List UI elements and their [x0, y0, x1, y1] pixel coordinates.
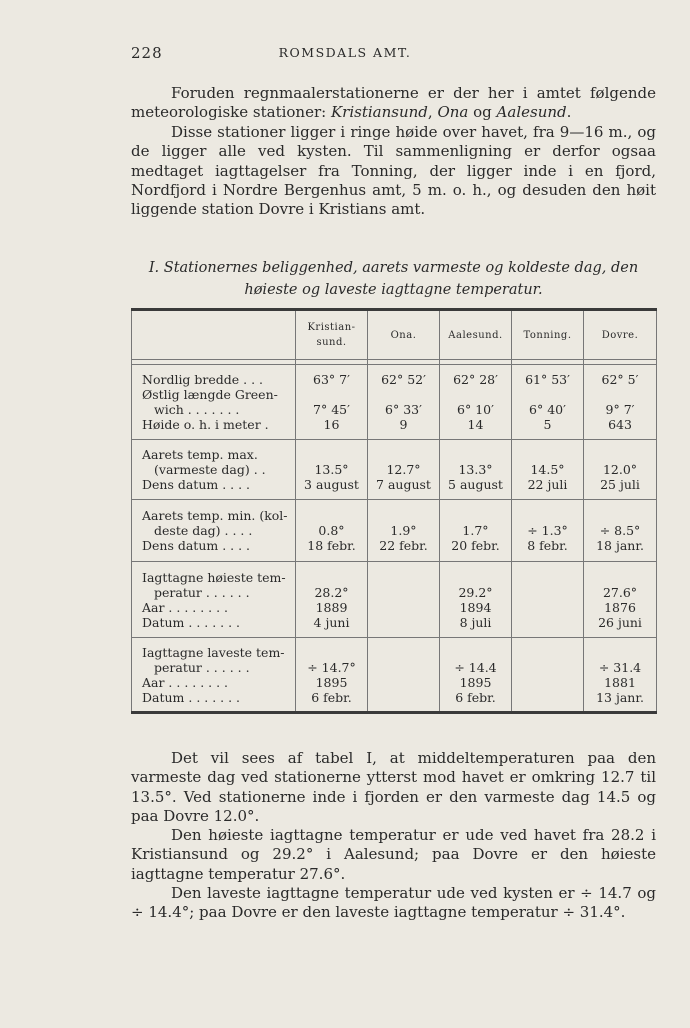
table-cell: 62° 52′ 6° 33′ 9	[368, 365, 440, 440]
column-header: Ona.	[368, 310, 440, 360]
station-name: Kristiansund	[330, 103, 428, 122]
table-cell	[512, 562, 584, 638]
table-cell: 63° 7′ 7° 45′ 16	[296, 365, 368, 440]
table-cell	[368, 638, 440, 713]
table-cell: 27.6° 1876 26 juni	[584, 562, 657, 638]
table-cell: ÷ 8.5° 18 janr.	[584, 500, 657, 562]
column-header: Tonning.	[512, 310, 584, 360]
intro-paragraph-1: Foruden regnmaalerstationerne er der her i amtet følgende meteorologiske stationer: Kristiansund, Ona og Aalesund.	[131, 84, 656, 122]
table-header-row	[132, 310, 657, 360]
table-cell: 28.2° 1889 4 juni	[296, 562, 368, 638]
table-cell: 14.5° 22 juli	[512, 440, 584, 500]
row-label: Aarets temp. min. (kol- deste dag) . . . . Dens datum . . . .	[132, 500, 296, 562]
table-cell: 1.7° 20 febr.	[440, 500, 512, 562]
table-cell: ÷ 14.7° 1895 6 febr.	[296, 638, 368, 713]
table-cell: 13.5° 3 august	[296, 440, 368, 500]
column-header: Kristian-sund.	[296, 310, 368, 360]
table-row	[132, 440, 657, 500]
intro-paragraph-2: Disse stationer ligger i ringe høide over havet, fra 9—16 m., og de ligger alle ved kysten. Til sammenligning er derfor ogsaa medtaget iagttagelser fra Tonning, der ligger inde i en fjord, Nordfjord i Nordre Bergenhus amt, 5 m. o. h., og desuden den høit liggende station Dovre i Kristians amt.	[131, 123, 656, 219]
station-name: Aalesund	[496, 103, 567, 122]
row-label: Iagttagne høieste tem- peratur . . . . . . Aar . . . . . . . . Datum . . . . . . .	[132, 562, 296, 638]
table-cell: ÷ 14.4 1895 6 febr.	[440, 638, 512, 713]
table-cell: 29.2° 1894 8 juli	[440, 562, 512, 638]
table-row	[132, 500, 657, 562]
running-title: ROMSDALS AMT.	[278, 45, 412, 60]
table-cell: 1.9° 22 febr.	[368, 500, 440, 562]
row-label: Aarets temp. max. (varmeste dag) . . Dens datum . . . .	[132, 440, 296, 500]
table-row	[132, 365, 657, 440]
table-cell: 12.7° 7 august	[368, 440, 440, 500]
table-cell: 62° 28′ 6° 10′ 14	[440, 365, 512, 440]
column-header: Aalesund.	[440, 310, 512, 360]
table-caption: I. Stationernes beliggenhed, aarets varmeste og koldeste dag, den høieste og laveste iagttagne temperatur.	[148, 260, 639, 298]
table-cell: ÷ 1.3° 8 febr.	[512, 500, 584, 562]
outro-paragraph-2: Den høieste iagttagne temperatur er ude ved havet fra 28.2 i Kristiansund og 29.2° i Aalesund; paa Dovre er den høieste iagttagne temperatur 27.6°.	[131, 826, 656, 883]
table-cell: 62° 5′ 9° 7′ 643	[584, 365, 657, 440]
table-row	[132, 562, 657, 638]
row-label: Nordlig bredde . . . Østlig længde Green- wich . . . . . . . Høide o. h. i meter .	[132, 365, 296, 440]
table-cell	[368, 562, 440, 638]
page-number: 228	[131, 44, 163, 62]
table-cell: 13.3° 5 august	[440, 440, 512, 500]
table-cell	[512, 638, 584, 713]
row-label: Iagttagne laveste tem- peratur . . . . . . Aar . . . . . . . . Datum . . . . . . .	[132, 638, 296, 713]
outro-paragraph-1: Det vil sees af tabel I, at middeltemperaturen paa den varmeste dag ved stationerne ytterst mod havet er omkring 12.7 til 13.5°. Ved stationerne inde i fjorden er den varmeste dag 14.5 og paa Dovre 12.0°.	[131, 749, 656, 825]
table-row	[132, 638, 657, 713]
table-cell: 0.8° 18 febr.	[296, 500, 368, 562]
column-header: Dovre.	[584, 310, 657, 360]
stations-table	[131, 308, 657, 714]
page-header	[0, 44, 690, 64]
outro-paragraph-3: Den laveste iagttagne temperatur ude ved kysten er ÷ 14.7 og ÷ 14.4°; paa Dovre er den laveste iagttagne temperatur ÷ 31.4°.	[131, 884, 656, 922]
table-cell: ÷ 31.4 1881 13 janr.	[584, 638, 657, 713]
table-cell: 12.0° 25 juli	[584, 440, 657, 500]
table-cell: 61° 53′ 6° 40′ 5	[512, 365, 584, 440]
station-name: Ona	[437, 103, 469, 122]
